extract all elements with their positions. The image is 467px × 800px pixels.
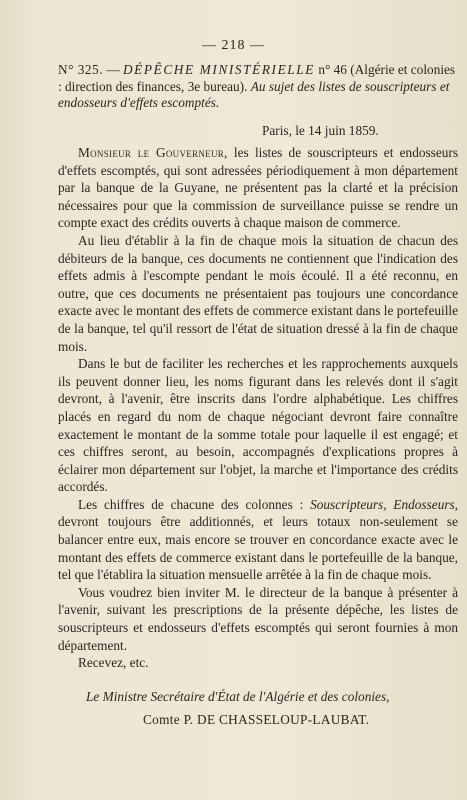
paragraph-4 <box>58 496 458 584</box>
page-number: — 218 — <box>202 38 265 53</box>
dispatch-date: Paris, le 14 juin 1859. <box>262 123 379 138</box>
paragraph-4-end: devront toujours être additionnés, et leurs totaux non-seulement se balancer entre eux, mais encore se trouver en concordance exacte avec le montant des effets de commerce existant dans le portefeuille de la banque, tel que l'établira la situation mensuelle arrêtée à la fin de chaque mois. <box>58 514 458 583</box>
paragraph-2: Au lieu d'établir à la fin de chaque mois la situation de chacun des débiteurs de la banque, ces documents ne contiennent que l'indication des effets admis à l'escompte pendant le mois écoulé. Il a été reconnu, en outre, que ces documents ne présentaient pas toujours une concordance exacte avec le montant des effets de commerce existant dans le portefeuille de la banque, tel qu'il ressort de l'état de situation dressé à la fin de chaque mois. <box>58 232 458 354</box>
document-heading <box>58 62 458 112</box>
paragraph-4-start: Les chiffres de chacune des colonnes : <box>78 496 311 512</box>
paragraph-3: Dans le but de faciliter les recherches et les rapprochements auxquels ils peuvent donner lieu, les noms figurant dans les relevés dont il s'agit devront, à l'avenir, être inscrits dans l'ordre alphabétique. Les chiffres placés en regard du nom de chaque négociant devront faire connaître exactement le montant de la somme totale pour laquelle il est engagé; et ces chiffres seront, au besoin, accompagnés d'explications propres à éclairer mon département sur l'objet, la marche et l'importance des crédits accordés. <box>58 356 458 495</box>
paragraph-4-italic: Souscripteurs, Endosseurs, <box>310 496 459 512</box>
closing: Recevez, etc. <box>78 655 149 671</box>
dispatch-details: n° 46 (Algérie et colonies : direction des finances, 3e bureau). <box>58 62 456 94</box>
salutation: Monsieur le Gouverneur, <box>78 145 228 160</box>
dispatch-type: DÉPÊCHE MINISTÉRIELLE <box>122 62 316 77</box>
letter-body <box>58 144 458 672</box>
paragraph-5: Vous voudrez bien inviter M. le directeur de la banque à présenter à l'avenir, suivant les prescriptions de la présente dépêche, les listes de souscripteurs et endosseurs d'effets escomptés qui seront fournies à mon département. <box>58 584 458 653</box>
signatory-name: Comte P. DE CHASSELOUP-LAUBAT. <box>143 712 370 727</box>
signatory-title: Le Ministre Secrétaire d'État de l'Algérie et des colonies, <box>86 689 390 704</box>
heading-dash: — <box>103 62 123 77</box>
paragraph-1-text: les listes de souscripteurs et endosseurs d'effets escomptés, qui sont adressées périodiquement à mon département par la banque de la Guyane, ne présentent pas la clarté et la précision nécessaires pour que la commission de surveillance puisse se rendre un compte exact des crédits ouverts à chaque maison de commerce. <box>58 145 458 231</box>
dispatch-number: N° 325. <box>58 62 104 77</box>
dispatch-subject: Au sujet des listes de souscripteurs et endosseurs d'effets escomptés. <box>58 78 450 110</box>
paragraph-1 <box>58 144 458 232</box>
